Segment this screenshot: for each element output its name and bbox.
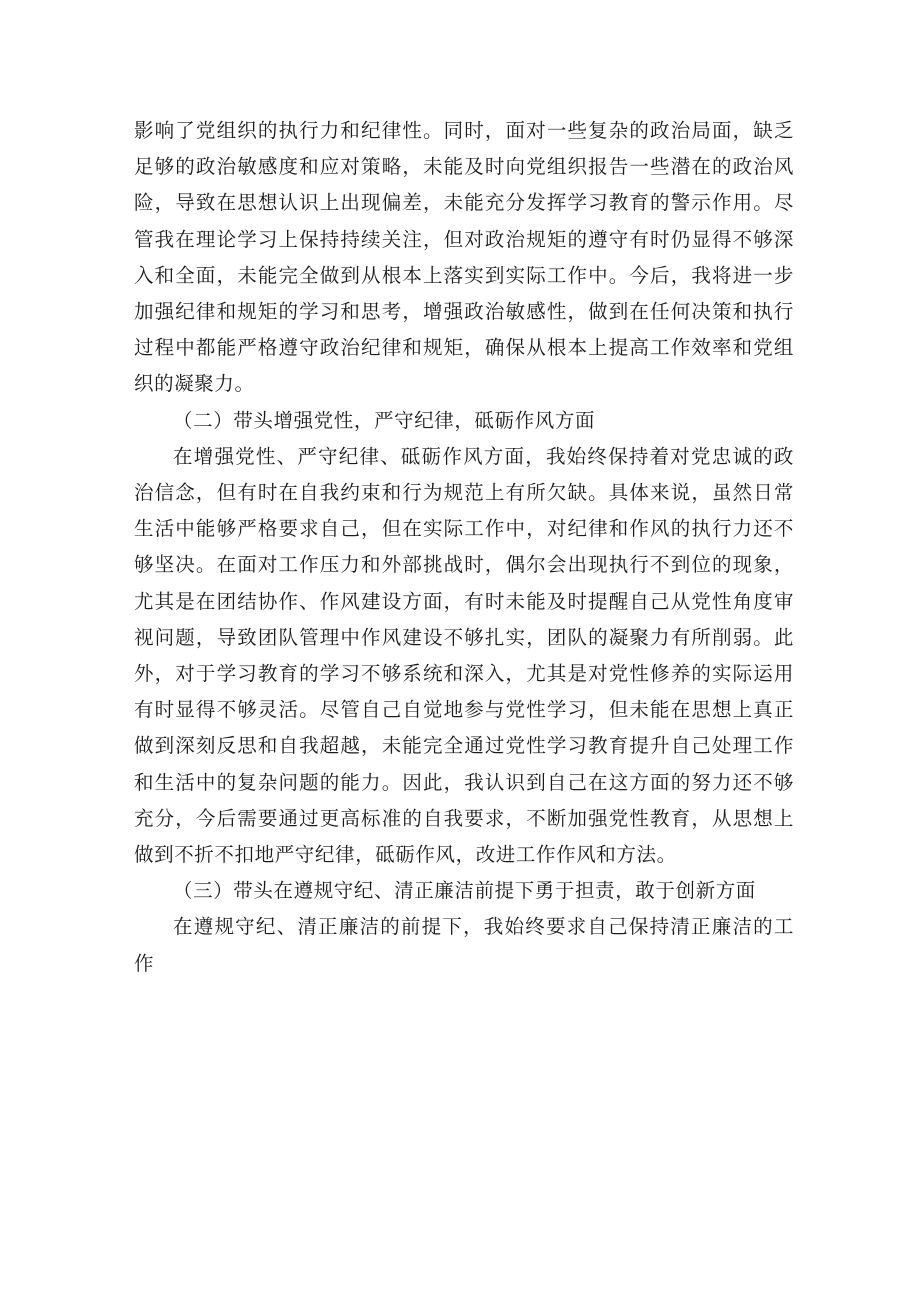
paragraph-continuation: 影响了党组织的执行力和纪律性。同时，面对一些复杂的政治局面，缺乏足够的政治敏感度和应对策略，未能及时向党组织报告一些潜在的政治风险，导致在思想认识上出现偏差，未能充分发挥学习教育的警示作用。尽管我在理论学习上保持持续关注，但对政治规矩的遵守有时仍显得不够深入和全面，未能完全做到从根本上落实到实际工作中。今后，我将进一步加强纪律和规矩的学习和思考，增强政治敏感性，做到在任何决策和执行过程中都能严格遵守政治纪律和规矩，确保从根本上提高工作效率和党组织的凝聚力。 [134, 119, 794, 396]
document-body [134, 113, 794, 982]
paragraph-party-spirit: 在增强党性、严守纪律、砥砺作风方面，我始终保持着对党忠诚的政治信念，但有时在自我约束和行为规范上有所欠缺。具体来说，虽然日常生活中能够严格要求自己，但在实际工作中，对纪律和作风的执行力还不够坚决。在面对工作压力和外部挑战时，偶尔会出现执行不到位的现象，尤其是在团结协作、作风建设方面，有时未能及时提醒自己从党性角度审视问题，导致团队管理中作风建设不够扎实，团队的凝聚力有所削弱。此外，对于学习教育的学习不够系统和深入，尤其是对党性修养的实际运用有时显得不够灵活。尽管自己自觉地参与党性学习，但未能在思想上真正做到深刻反思和自我超越，未能完全通过党性学习教育提升自己处理工作和生活中的复杂问题的能力。因此，我认识到自己在这方面的努力还不够充分，今后需要通过更高标准的自我要求，不断加强党性教育，从思想上做到不折不扣地严守纪律，砥砺作风，改进工作作风和方法。 [134, 444, 794, 867]
paragraph-integrity: 在遵规守纪、清正廉洁的前提下，我始终要求自己保持清正廉洁的工作 [134, 915, 794, 975]
section-heading-3: （三）带头在遵规守纪、清正廉洁前提下勇于担责，敢于创新方面 [173, 879, 756, 903]
section-heading-2: （二）带头增强党性，严守纪律，砥砺作风方面 [173, 408, 596, 432]
